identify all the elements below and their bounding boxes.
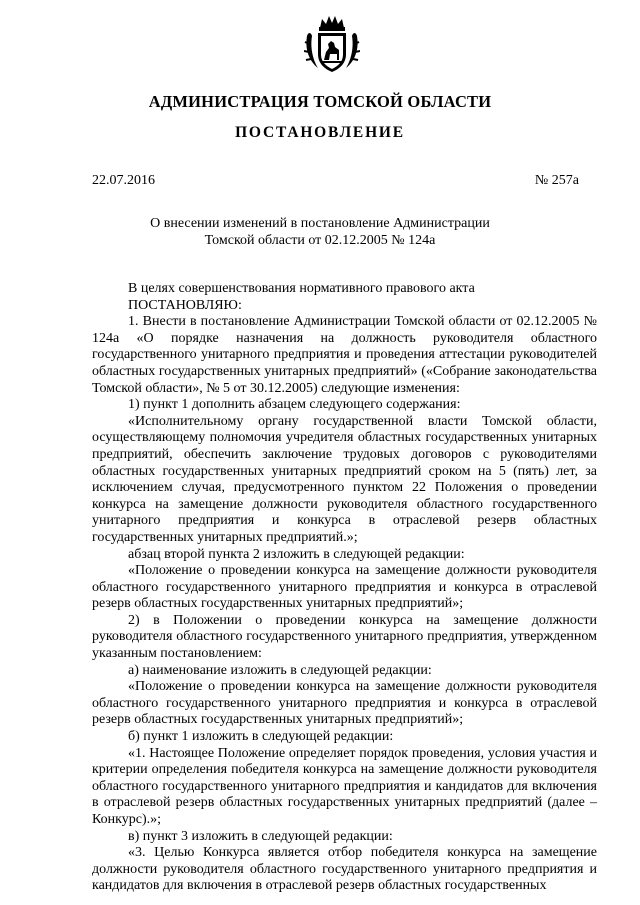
document-subject	[0, 215, 640, 249]
body-paragraph: ПОСТАНОВЛЯЮ:	[128, 297, 242, 313]
body-paragraph: 1) пункт 1 дополнить абзацем следующего содержания:	[128, 397, 461, 413]
body-paragraph: «3. Целью Конкурса является отбор победителя конкурса на замещение должности руководителя областного государственного унитарного предприятия и кандидатов для включения в отраслевой резерв областных государственных	[92, 845, 597, 894]
body-paragraph: 2) в Положении о проведении конкурса на замещение должности руководителя областного государственного унитарного предприятия, утвержденном указанным постановлением:	[92, 612, 597, 662]
body-paragraph: в) пункт 3 изложить в следующей редакции:	[128, 828, 393, 844]
subject-line: О внесении изменений в постановление Администрации	[150, 216, 490, 231]
document-date: 22.07.2016	[92, 173, 155, 188]
body-paragraph: «Положение о проведении конкурса на замещение должности руководителя областного государственного унитарного предприятия и конкурса в отраслевой резерв областных государственных унитарных предприятий»;	[92, 679, 597, 728]
document-body	[92, 281, 597, 895]
document-type: ПОСТАНОВЛЕНИЕ	[235, 124, 405, 141]
body-paragraph: 1. Внести в постановление Администрации Томской области от 02.12.2005 № 124а «О порядке назначения на должность руководителя областного государственного унитарного предприятия и проведения аттестации руководителей областных государственных унитарных предприятий» («Собрание законодательства Томской области», № 5 от 30.12.2005) следующие изменения:	[92, 314, 597, 396]
body-paragraph: «1. Настоящее Положение определяет порядок проведения, условия участия и критерии определения победителя конкурса на замещение должности руководителя областного государственного унитарного предприятия и кандидатов для включения в отраслевой резерв областных государственных унитарных предприятий (далее – Конкурс).»;	[92, 745, 597, 827]
subject-line: Томской области от 02.12.2005 № 124а	[204, 233, 436, 248]
tomsk-coat-of-arms-icon	[304, 14, 360, 74]
body-paragraph: «Исполнительному органу государственной власти Томской области, осуществляющему полномочия учредителя областных государственных унитарных предприятий, обеспечить заключение трудовых договоров с руководителями областных государственных унитарных предприятий сроком на 5 (пять) лет, за исключением случая, предусмотренного пунктом 22 Положения о проведении конкурса на замещение должности руководителя областного государственного унитарного предприятия и конкурса в отраслевой резерв областных государственных унитарных предприятий.»;	[92, 413, 597, 545]
body-paragraph: б) пункт 1 изложить в следующей редакции:	[128, 729, 394, 745]
document-number: № 257а	[534, 173, 579, 188]
body-paragraph: а) наименование изложить в следующей редакции:	[128, 662, 432, 678]
body-paragraph: абзац второй пункта 2 изложить в следующей редакции:	[128, 546, 465, 562]
body-paragraph: «Положение о проведении конкурса на замещение должности руководителя областного государственного унитарного предприятия и конкурса в отраслевой резерв областных государственных унитарных предприятий»;	[92, 563, 597, 612]
body-paragraph: В целях совершенствования нормативного правового акта	[128, 281, 475, 296]
organization-title: АДМИНИСТРАЦИЯ ТОМСКОЙ ОБЛАСТИ	[148, 92, 492, 111]
